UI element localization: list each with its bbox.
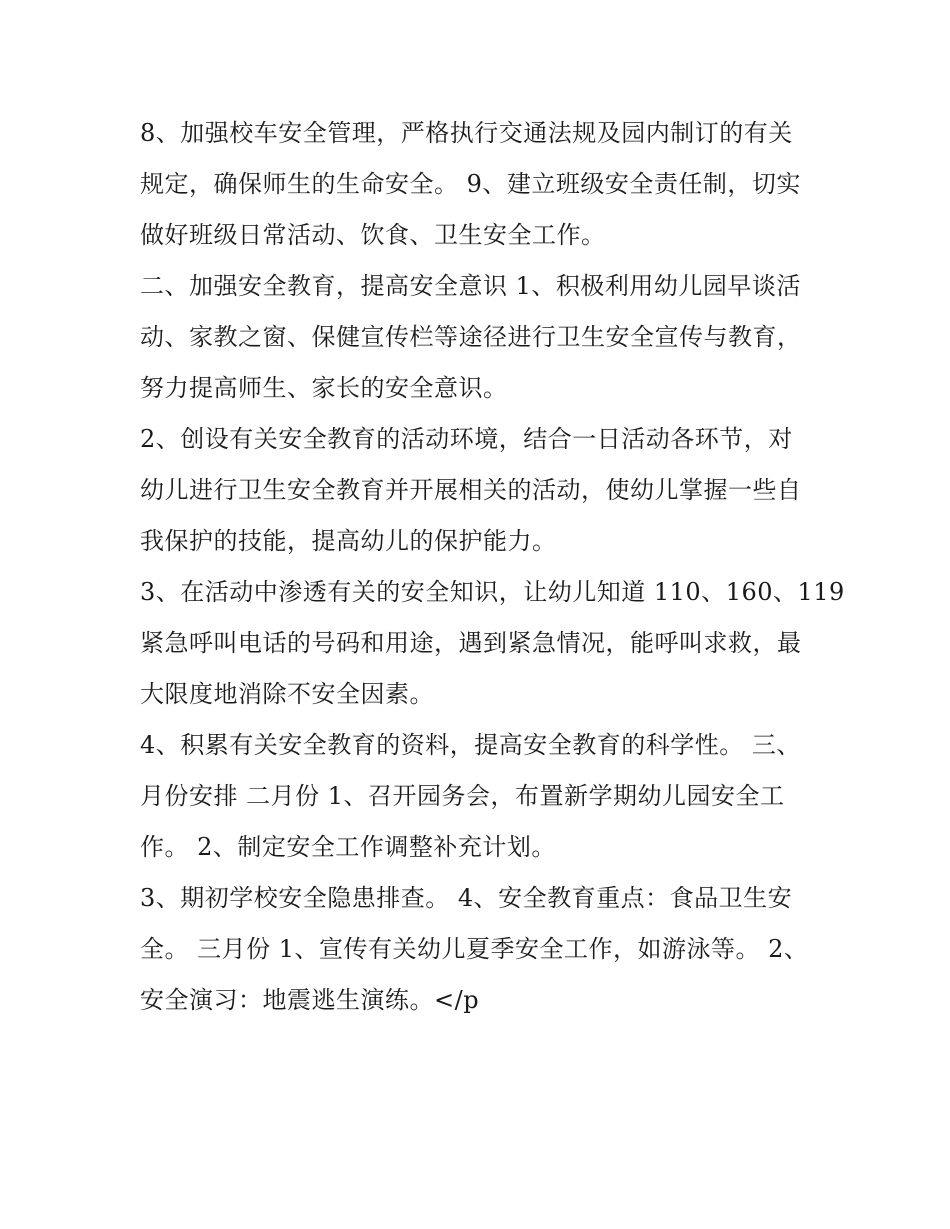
text-line: 大限度地消除不安全因素。	[140, 680, 434, 708]
paragraph	[140, 414, 815, 567]
text-line: 全。 三月份 1、宣传有关幼儿夏季安全工作，如游泳等。 2、	[140, 935, 809, 963]
text-line: 二、加强安全教育，提高安全意识 1、积极利用幼儿园早谈活	[140, 272, 801, 300]
text-line: 动、家教之窗、保健宣传栏等途径进行卫生安全宣传与教育，	[140, 323, 802, 351]
text-line: 安全演习：地震逃生演练。</p	[140, 986, 480, 1014]
text-line: 我保护的技能，提高幼儿的保护能力。	[140, 527, 557, 555]
paragraph	[140, 873, 815, 1026]
text-line: 努力提高师生、家长的安全意识。	[140, 374, 508, 402]
text-line: 月份安排 二月份 1、召开园务会，布置新学期幼儿园安全工	[140, 782, 785, 810]
paragraph	[140, 261, 815, 414]
paragraph	[140, 108, 815, 261]
text-line: 2、创设有关安全教育的活动环境，结合一日活动各环节，对	[140, 425, 793, 453]
paragraph	[140, 720, 815, 873]
text-line: 规定，确保师生的生命安全。 9、建立班级安全责任制，切实	[140, 170, 801, 198]
text-line: 做好班级日常活动、饮食、卫生安全工作。	[140, 221, 606, 249]
paragraph	[140, 567, 845, 720]
document-body	[140, 108, 845, 1026]
text-line: 紧急呼叫电话的号码和用途，遇到紧急情况，能呼叫求救，最	[140, 629, 802, 657]
text-line: 幼儿进行卫生安全教育并开展相关的活动，使幼儿掌握一些自	[140, 476, 802, 504]
text-line: 作。 2、制定安全工作调整补充计划。	[140, 833, 556, 861]
text-line: 4、积累有关安全教育的资料，提高安全教育的科学性。 三、	[140, 731, 801, 759]
text-line: 3、在活动中渗透有关的安全知识，让幼儿知道 110、160、119	[140, 578, 845, 606]
text-line: 3、期初学校安全隐患排查。 4、安全教育重点：食品卫生安	[140, 884, 793, 912]
text-line: 8、加强校车安全管理，严格执行交通法规及园内制订的有关	[140, 119, 793, 147]
